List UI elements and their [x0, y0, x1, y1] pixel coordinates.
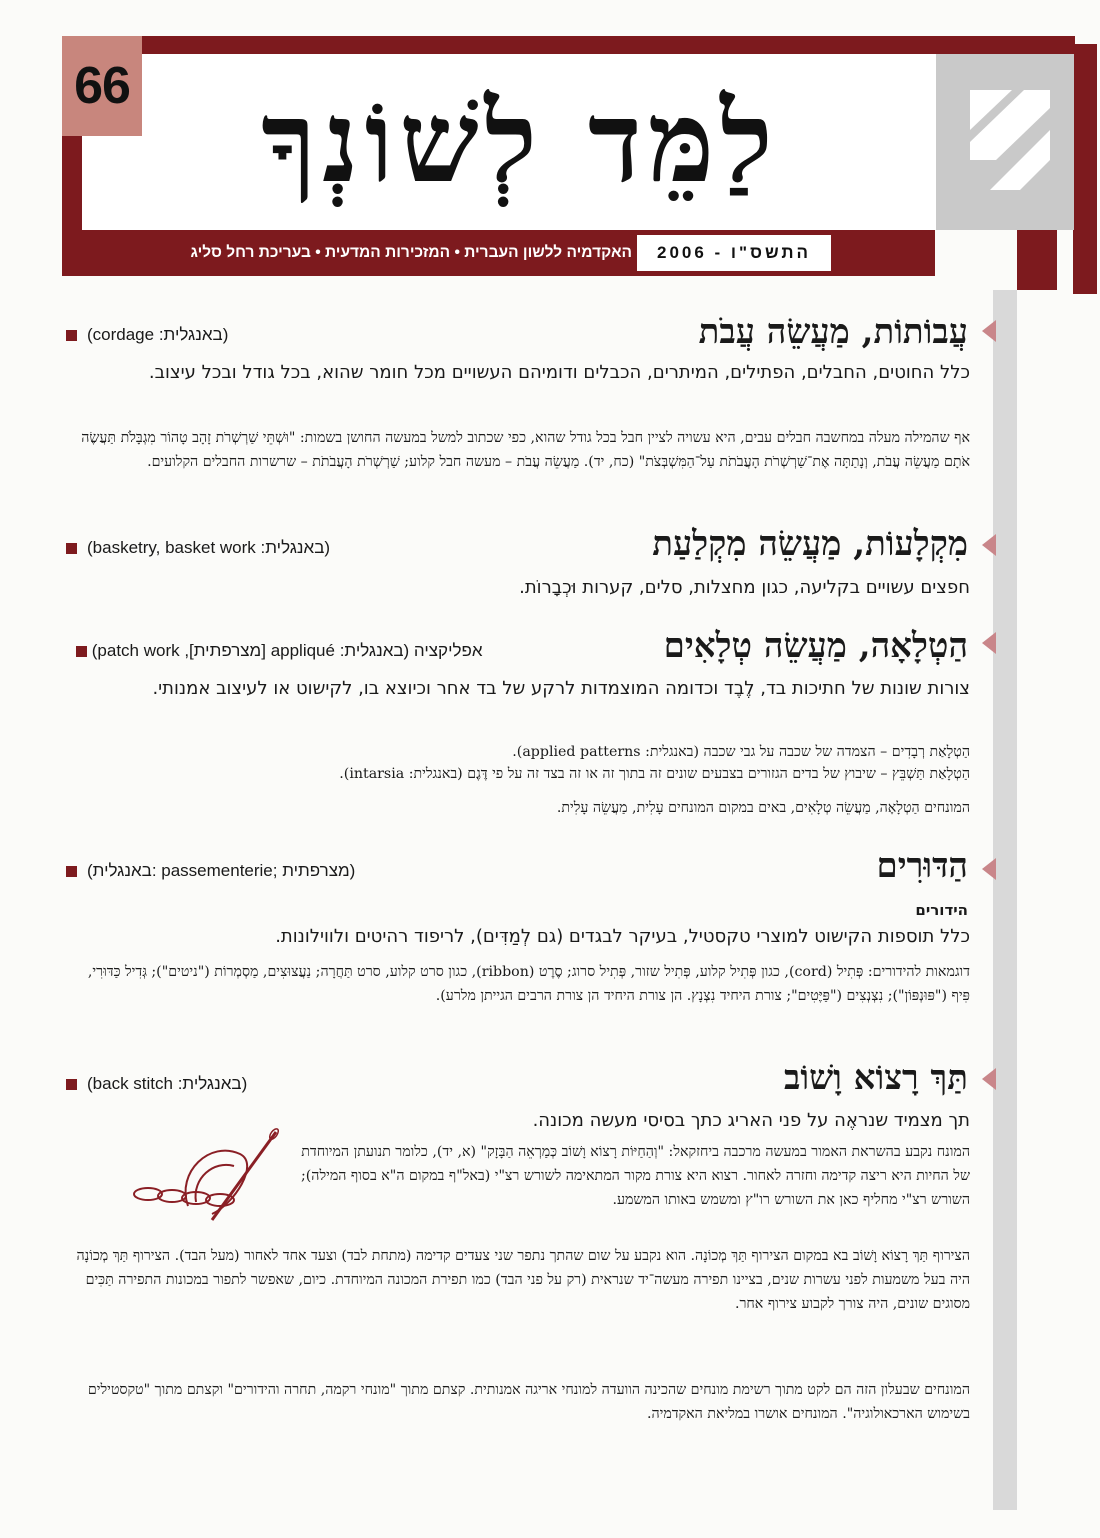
entry-note: אף שהמילה מעלה במחשבה חבלים עבים, היא עשויה לציין חבל בכל גודל שהוא, כפי שכתוב למשל במעשה החושן בשמות: "וּשְׁתֵּי שַׁרְשְׁרֹת זָהָב טָהוֹר מִגְבָּלֹת תַּעֲשֶׂה אֹתָם מַעֲשֵׂה עֲבֹת, וְנָתַתָּה אֶת־שַׁרְשְׁרֹת הָעֲבֹתֹת עַל־הַמִּשְׁבְּצֹת" (כח, יד). מַעֲשֵׂה עֲבֹת – מעשה חבל קלוע; שַׁרְשְׁרֹת הָעֲבֹתֹת – שרשרות החבלים הקלועים.	[81, 430, 970, 470]
header-frame-top	[62, 36, 1075, 54]
entry-definition: תך מצמיד שנראֶה על פני האריג כתך בסיסי מעשה מכונה.	[532, 1110, 970, 1131]
issue-number: 66	[74, 57, 130, 115]
entry-english: אפליקציה (באנגלית: appliqué [מצרפתית], patch work)	[66, 640, 546, 662]
entry-subhead: הידורים	[915, 901, 968, 919]
year-label: התשס"ו - 2006	[636, 234, 832, 272]
section-arrow-icon	[982, 1068, 996, 1090]
entry-term: מִקְלָעוֹת, מַעֲשֵׂה מִקְלַעַת	[652, 524, 968, 564]
entry-definition: כלל תוספות הקישוט למוצרי טקסטיל, בעיקר לבגדים (גם לְמַדִּים), לריפוד רהיטים ולווילונות.	[275, 926, 970, 947]
entry-definition: צורות שונות של חתיכות בד, לֶבֶד וכדומה המוצמדות לרקע של בד אחר וכיוצא בו, לקישוט או לעיצוב אמנותי.	[152, 678, 970, 699]
newsletter-title: לַמֵּד לְשׁוֹנְךָ	[261, 77, 779, 208]
entry-note: המונחים הַטְלָאָה, מַעֲשֵׂה טְלָאִים, באים במקום המונחים עָלִית, מַעֲשֵׂה עָלִית.	[556, 800, 970, 816]
academy-logo-icon	[950, 80, 1056, 190]
section-arrow-icon	[982, 858, 996, 880]
sidebar-grey-strip	[993, 290, 1017, 1510]
bullet-square-icon	[76, 646, 87, 657]
entry-english: (back stitch :באנגלית)	[66, 1073, 247, 1095]
entry-term: תַּךְ רָצוֹא וָשׁוֹב	[783, 1058, 968, 1098]
entry-sub-term: הַטְלָאַת רְבָדִים – הצמדה של שכבה על גבי שכבה (באנגלית: applied patterns).	[512, 744, 970, 760]
sidebar-red-block	[1017, 230, 1057, 290]
section-arrow-icon	[982, 320, 996, 342]
entry-definition: חפצים עשויים בקליעה, כגון מחצלות, סלים, קערות וּכְבָרוֹת.	[519, 577, 970, 598]
section-arrow-icon	[982, 534, 996, 556]
entry-term: הַדּוּרִים	[876, 846, 968, 886]
entry-definition: כלל החוטים, החבלים, הפתילים, המיתרים, הכבלים ודומיהם העשויים מכל חומר שהוא, בכל גודל ובכל עיצוב.	[148, 362, 970, 383]
entry-english: (cordage :באנגלית)	[66, 324, 228, 346]
entry-english: (באנגלית: passementerie; מצרפתית)	[66, 860, 355, 882]
section-arrow-icon	[982, 632, 996, 654]
footer-note: המונחים שבעלון הזה הם לקט מתוך רשימת מונחים שהכינה הוועדה למונחי אריגה אמנותית. קצתם מתוך "מונחי רקמה, תחרה והידורים" וקצתם מתוך "טקסטילים בשימוש הארכאולוגיה". המונחים אושרו במליאת האקדמיה.	[87, 1382, 970, 1422]
entry-note: דוגמאות להידורים: פְּתִיל (cord), כגון פְּתִיל קלוע, פְּתִיל שזור, פְּתִיל סרוג; סֶרֶט (ribbon), כגון סרט קלוע, סרט תַּחֲרָה; נַעֲצוּצִים, מַסְמְרוֹת ("ניטים"); גְּדִיל כַּדּוּרִי, פִּיף ("פּוּנְפּוֹן"); נִצְנְצִים ("פַּיֶּטִים"; צורת היחיד נִצְנָץ. הן צורת היחיד הן צורת הרבים הגייתן מלרע).	[87, 964, 970, 1004]
bullet-square-icon	[66, 330, 77, 341]
entry-note: הצירוף תַּךְ רָצוֹא וָשׁוֹב בא במקום הצירוף תַּךְ מְכוֹנָה. הוא נקבע על שום שהתך נתפר שני צעדים קדימה (מתחת לבד) וצעד אחד לאחור (מעל הבד). הצירוף תַּךְ מְכוֹנָה היה בעל משמעות לפני עשרות שנים, בציינו תפירה מעשה־יד שנראית (רק על פני הבד) כמו תפירת המכונה המיוחדת. כיום, שאפשר לתפור במכונות התפירה תַּכִּים מסוגים שונים, היה צורך לקבוע צירוף אחר.	[76, 1248, 970, 1312]
bullet-square-icon	[66, 866, 77, 877]
back-stitch-illustration	[64, 1118, 284, 1236]
entry-sub-term: הַטְלָאַת תַּשְׁבֵּץ – שיבוץ של בדים הגזורים בצבעים שונים זה בתוך זה או זה בצד זה על פי דֶּגֶם (באנגלית: intarsia).	[339, 766, 970, 782]
issue-number-box	[62, 36, 142, 136]
bullet-square-icon	[66, 543, 77, 554]
bullet-square-icon	[66, 1079, 77, 1090]
header-frame-right	[1073, 44, 1097, 294]
entry-note: המונח נקבע בהשראת האמור במעשה מרכבה ביחזקאל: "וְהַחַיּוֹת רָצוֹא וָשׁוֹב כְּמַרְאֵה הַבָּזָק" (א, יד), כלומר תנועתן המיוחדת של החיות היא ריצה קדימה וחזרה לאחור. רצוא היא צורת מקור המתאימה לשורש רצ"י (באל"ף במקום ה"א בסוף המילה); השורש רצ"י מחליף כאן את השורש רו"ץ ומשמש באותו המשמע.	[300, 1144, 970, 1208]
entry-term: עֲבוֹתוֹת, מַעֲשֵׂה עֲבֹת	[698, 312, 968, 352]
publisher-line: האקדמיה ללשון העברית • המזכירות המדעית • בעריכת רחל סליג	[190, 244, 632, 261]
entry-term: הַטְלָאָה, מַעֲשֵׂה טְלָאִים	[663, 626, 968, 666]
entry-english: (basketry, basket work :באנגלית)	[66, 537, 330, 559]
